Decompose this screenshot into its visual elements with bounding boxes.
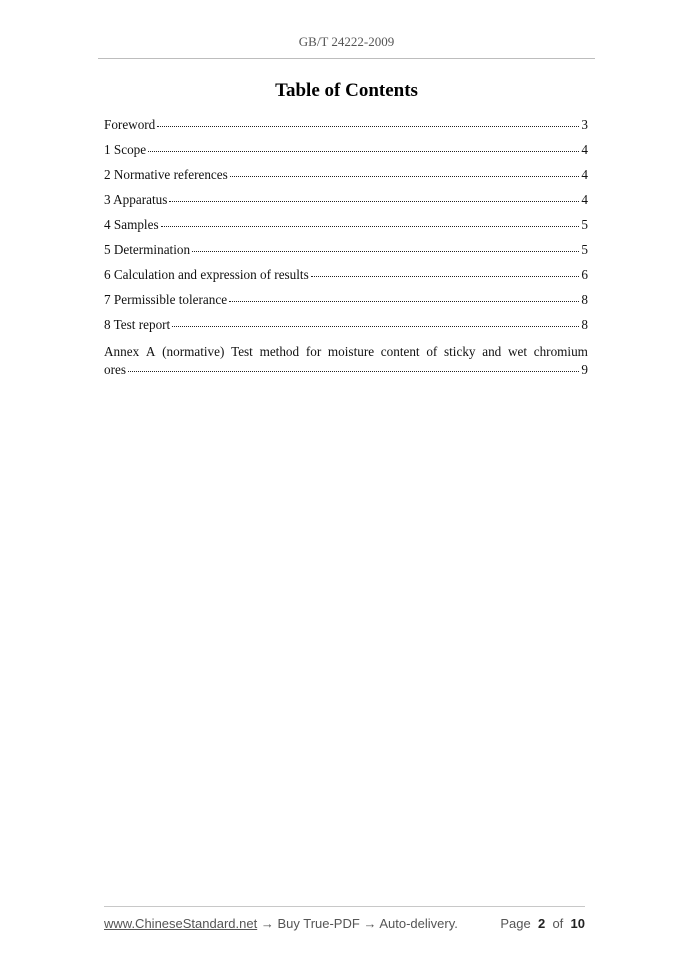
site-link[interactable]: www.ChineseStandard.net <box>104 916 258 931</box>
toc-entry-page: 3 <box>581 117 588 132</box>
toc-entry-label: 8 Test report <box>104 317 171 332</box>
toc-entry-label: 4 Samples <box>104 217 159 232</box>
toc-leader-dots <box>311 273 580 277</box>
toc-word: chromium <box>533 344 588 359</box>
toc-word: Annex <box>104 344 140 359</box>
toc-entry-determination[interactable] <box>104 242 588 267</box>
toc-word: of <box>426 344 438 359</box>
toc-leader-dots <box>128 368 579 372</box>
toc-word: moisture <box>327 344 375 359</box>
toc-leader-dots <box>229 298 579 302</box>
toc-entry-samples[interactable] <box>104 217 588 242</box>
toc-entry-page: 5 <box>581 217 588 232</box>
toc-entry-permissible-tolerance[interactable] <box>104 292 588 317</box>
page-footer <box>104 916 585 931</box>
toc-leader-dots <box>161 223 580 227</box>
toc-word: and <box>482 344 502 359</box>
page-word: Page <box>500 916 531 931</box>
toc-entry-label-continued: ores <box>104 362 126 377</box>
toc-entry-calculation[interactable] <box>104 267 588 292</box>
toc-entry-page: 5 <box>581 242 588 257</box>
page-title: Table of Contents <box>275 80 418 101</box>
toc-entry-foreword[interactable] <box>104 117 588 142</box>
toc-entry-label: 5 Determination <box>104 242 191 257</box>
toc-word: Test <box>231 344 253 359</box>
toc-entry-page: 4 <box>581 167 588 182</box>
toc-entry-test-report[interactable] <box>104 317 588 342</box>
toc-leader-dots <box>157 123 579 127</box>
toc-word: A <box>145 344 156 359</box>
total-pages-number: 10 <box>570 916 585 931</box>
toc-entry-page: 4 <box>581 192 588 207</box>
toc-entry-label: 7 Permissible tolerance <box>104 292 228 307</box>
table-of-contents <box>104 117 588 378</box>
toc-entry-label-line1 <box>104 344 588 360</box>
toc-leader-dots <box>169 198 579 202</box>
toc-entry-page: 6 <box>581 267 588 282</box>
toc-leader-dots <box>192 248 579 252</box>
toc-word: sticky <box>444 344 476 359</box>
toc-leader-dots <box>148 148 579 152</box>
toc-entry-label: 3 Apparatus <box>104 192 168 207</box>
toc-entry-annex-a[interactable] <box>104 344 588 378</box>
toc-entry-normative-references[interactable] <box>104 167 588 192</box>
toc-leader-dots <box>230 173 580 177</box>
of-word: of <box>552 916 564 931</box>
toc-entry-page: 9 <box>581 362 588 377</box>
toc-word: method <box>259 344 300 359</box>
current-page-number: 2 <box>537 916 546 931</box>
toc-entry-label: 1 Scope <box>104 142 147 157</box>
page-indicator <box>500 916 585 931</box>
toc-entry-apparatus[interactable] <box>104 192 588 217</box>
toc-leader-dots <box>172 323 579 327</box>
toc-entry-label: 2 Normative references <box>104 167 228 182</box>
toc-entry-page: 8 <box>581 292 588 307</box>
delivery-text: Auto-delivery. <box>379 916 458 931</box>
footer-promo <box>104 916 458 931</box>
toc-entry-label-line2 <box>104 362 588 378</box>
toc-entry-scope[interactable] <box>104 142 588 167</box>
toc-word: content <box>380 344 420 359</box>
toc-entry-label: 6 Calculation and expression of results <box>104 267 309 282</box>
toc-word: for <box>305 344 322 359</box>
toc-entry-label: Foreword <box>104 117 156 132</box>
arrow-right-icon: → <box>260 916 274 931</box>
arrow-right-icon: → <box>363 916 377 931</box>
header-divider <box>98 58 595 59</box>
toc-entry-page: 4 <box>581 142 588 157</box>
footer-divider <box>104 906 585 907</box>
toc-word: (normative) <box>162 344 225 359</box>
toc-entry-page: 8 <box>581 317 588 332</box>
document-header: GB/T 24222-2009 <box>298 34 395 49</box>
buy-text: Buy True-PDF <box>277 916 360 931</box>
toc-word: wet <box>507 344 528 359</box>
